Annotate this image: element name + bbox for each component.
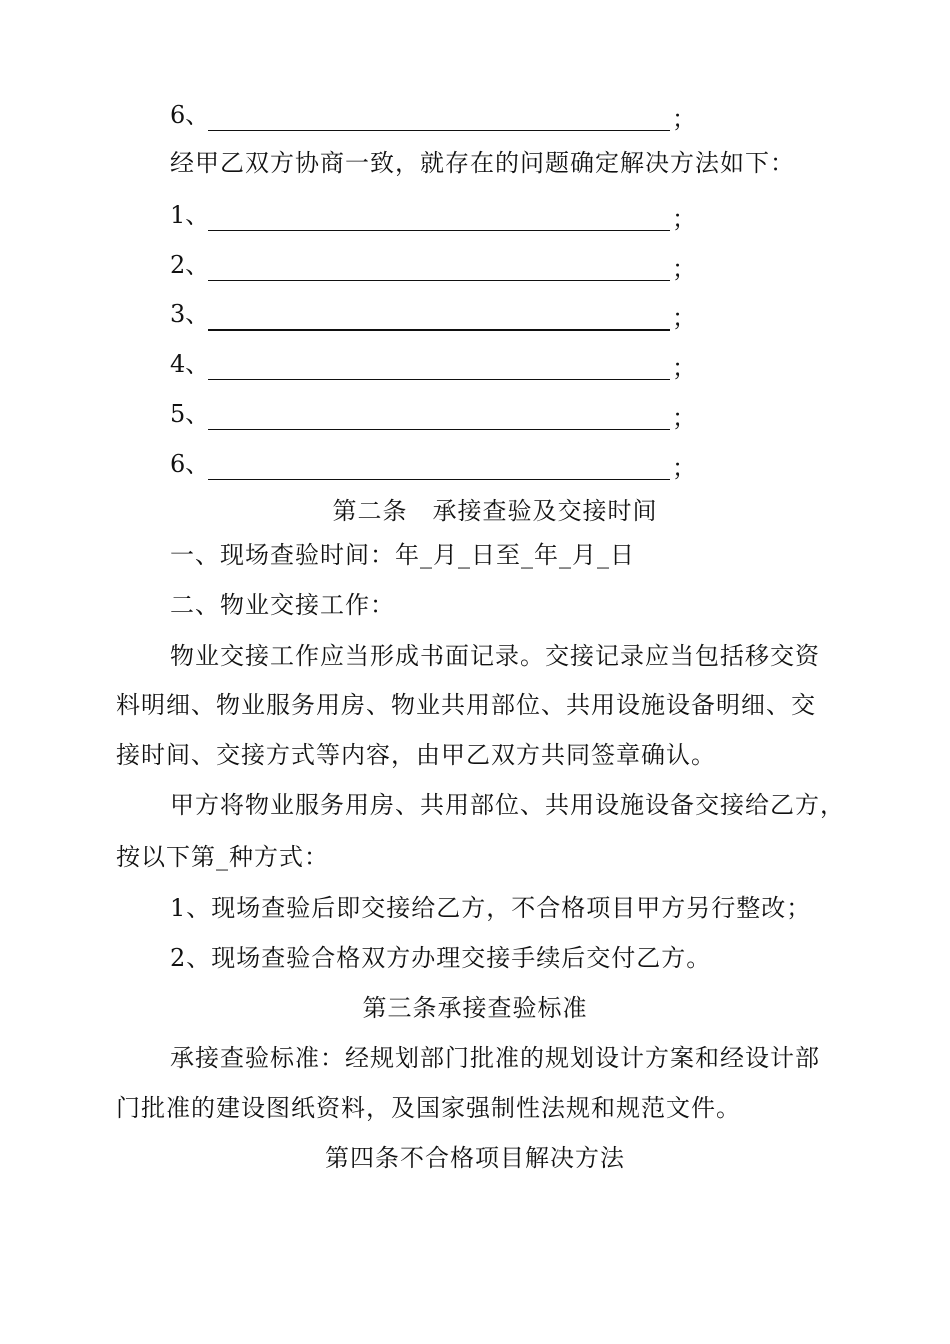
item-number: 4、 xyxy=(170,350,210,378)
solution-item-5 xyxy=(170,399,696,433)
fill-in-blank[interactable] xyxy=(208,329,670,331)
item-semicolon: ； xyxy=(672,404,696,432)
handover-paragraph-line-3: 接时间、交接方式等内容，由甲乙双方共同签章确认。 xyxy=(116,741,716,769)
handover-work-heading: 二、物业交接工作： xyxy=(170,591,395,619)
item-semicolon: ； xyxy=(672,255,696,283)
article-4-title: 第四条不合格项目解决方法 xyxy=(325,1144,625,1172)
item-semicolon: ； xyxy=(672,354,696,382)
handover-paragraph-line-2: 料明细、物业服务用房、物业共用部位、共用设施设备明细、交 xyxy=(116,691,816,719)
item-number: 6、 xyxy=(170,450,210,478)
item-semicolon: ； xyxy=(672,454,696,482)
solution-item-1 xyxy=(170,200,696,234)
standard-paragraph-line-2: 门批准的建设图纸资料，及国家强制性法规和规范文件。 xyxy=(116,1094,741,1122)
item-semicolon: ； xyxy=(672,205,696,233)
solution-item-4 xyxy=(170,349,696,383)
fill-in-blank[interactable] xyxy=(208,429,670,430)
article-3-title: 第三条承接查验标准 xyxy=(362,994,588,1022)
solution-item-2 xyxy=(170,250,696,284)
solution-item-3 xyxy=(170,299,696,333)
fill-in-blank[interactable] xyxy=(208,130,670,131)
article-2-title: 第二条 承接查验及交接时间 xyxy=(332,497,658,525)
fill-in-blank[interactable] xyxy=(208,230,670,231)
item-number: 6、 xyxy=(170,101,210,129)
handover-option-1: 1、现场查验后即交接给乙方，不合格项目甲方另行整改； xyxy=(170,894,812,922)
agreement-intro: 经甲乙双方协商一致，就存在的问题确定解决方法如下： xyxy=(170,149,795,177)
issue-item-6 xyxy=(170,100,696,134)
fill-in-blank[interactable] xyxy=(208,479,670,480)
fill-in-blank[interactable] xyxy=(208,379,670,380)
standard-paragraph-line-1: 承接查验标准：经规划部门批准的规划设计方案和经设计部 xyxy=(170,1044,820,1072)
item-number: 3、 xyxy=(170,300,210,328)
inspection-time: 一、现场查验时间：年_月_日至_年_月_日 xyxy=(170,541,635,569)
handover-method-line-2: 按以下第_种方式： xyxy=(116,843,329,871)
item-number: 2、 xyxy=(170,251,210,279)
item-number: 5、 xyxy=(170,400,210,428)
item-semicolon: ； xyxy=(672,105,696,133)
solution-item-6 xyxy=(170,449,696,483)
handover-option-2: 2、现场查验合格双方办理交接手续后交付乙方。 xyxy=(170,944,712,972)
handover-paragraph-line-1: 物业交接工作应当形成书面记录。交接记录应当包括移交资 xyxy=(170,642,820,670)
item-semicolon: ； xyxy=(672,304,696,332)
handover-method-line-1: 甲方将物业服务用房、共用部位、共用设施设备交接给乙方， xyxy=(170,791,845,819)
item-number: 1、 xyxy=(170,201,210,229)
fill-in-blank[interactable] xyxy=(208,280,670,281)
